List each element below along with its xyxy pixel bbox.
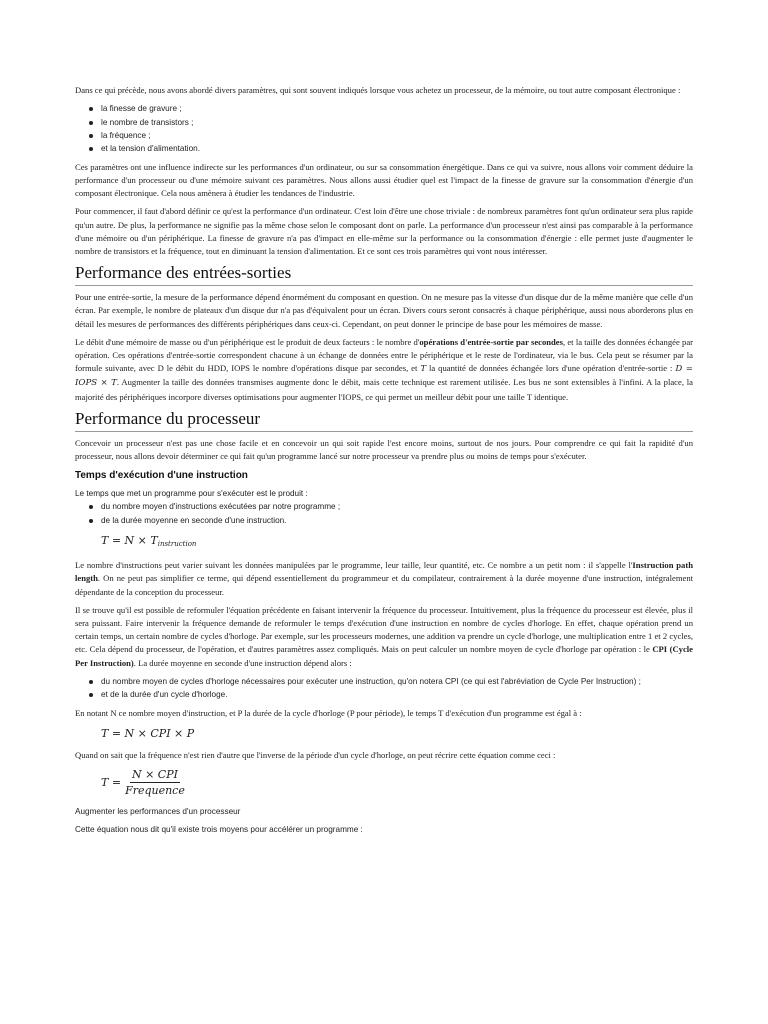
paragraph: Pour commencer, il faut d'abord définir ce qu'est la performance d'un ordinateur. C'est loin d'être une chose triviale : de nombreux paramètres font qu'un ordinateur sera plus rapide qu'un autre. De plus, la performance ne signifie pas la même chose selon le composant dont on parle. La performance d'un processeur n'est ainsi pas comparable à la performance d'une mémoire ou d'un périphérique. La finesse de gravure n'a pas d'impact en elle-même sur la performance ou la consommation d'énergie : elle permet juste d'augmenter le nombre de transistors et la fréquence, tout en diminuant la tension d'alimentation. Et ce sont ces trois paramètres qui vont nous intéresser. <box>75 206 693 257</box>
formula-subscript: instruction <box>157 540 197 549</box>
list-item: le nombre de transistors ; <box>101 116 693 129</box>
formula-text: T = N × T <box>101 534 158 548</box>
list-item: du nombre moyen de cycles d'horloge nécessaires pour exécuter une instruction, qu'on notera CPI (ce qui est l'abréviation de Cycle Per Instruction) ; <box>101 675 693 688</box>
text-run: . On ne peut pas simplifier ce terme, qui dépend essentiellement du programmeur et du compilateur, contrairement à la durée moyenne d'une instruction, intégralement dépendante de la conception du processeur. <box>75 573 693 597</box>
math-symbol: T <box>420 364 427 375</box>
paragraph: Cette équation nous dit qu'il existe trois moyens pour accélérer un programme : <box>75 824 363 834</box>
fraction <box>125 768 185 797</box>
text-run: Le débit d'une mémoire de masse ou d'un périphérique est le produit de deux facteurs : le nombre d' <box>75 336 420 347</box>
section-title-cpu: Performance du processeur <box>75 409 693 432</box>
paragraph: Ces paramètres ont une influence indirecte sur les performances d'un ordinateur, ou sur sa consommation énergétique. Dans ce qui va suivre, nous allons voir comment déduire la performance d'un processeur ou d'une mémoire suivant ces paramètres. Nous allons aussi étudier quel est l'impact de la finesse de gravure sur la consommation d'énergie d'un composant électronique. Cela nous amènera à étudier les tendances de l'industrie. <box>75 161 693 199</box>
list-item: de la durée moyenne en seconde d'une instruction. <box>101 514 693 527</box>
paragraph: En notant N ce nombre moyen d'instruction, et P la durée de la cycle d'horloge (P pour période), le temps T d'exécution d'un programme est égal à : <box>75 707 582 718</box>
document-page <box>75 84 693 836</box>
paragraph-heading: Augmenter les performances d'un processeur <box>75 806 241 816</box>
paragraph: Quand on sait que la fréquence n'est rien d'autre que l'inverse de la période d'un cycle d'horloge, on peut récrire cette équation comme ceci : <box>75 749 556 760</box>
paragraph: Le temps que met un programme pour s'exécuter est le produit : <box>75 489 308 499</box>
fraction-numerator: N × CPI <box>131 767 178 781</box>
formula-time-cpi: T = N × CPI × P <box>101 726 195 740</box>
list-item: et de la durée d'un cycle d'horloge. <box>101 688 693 701</box>
text-run: . La durée moyenne en seconde d'une instruction dépend alors : <box>133 657 352 668</box>
paragraph <box>75 604 693 670</box>
text-run: . Augmenter la taille des données transmises augmente donc le débit, mais cette technique est rarement utilisée. Les bus ne sont extensibles à l'infini. A la place, la majorité des périphériques incorpore diverses optimisations pour augmenter l'IOPS, ce qui permet un meilleur débit pour une taille T identique. <box>75 377 693 402</box>
formula-time-instruction <box>101 532 693 553</box>
list-item: la fréquence ; <box>101 129 693 142</box>
text-run: Il se trouve qu'il est possible de reformuler l'équation précédente en faisant intervenir la fréquence du processeur. Intuitivement, plus la fréquence du processeur est élevée, plus il sera puissant. Faire intervenir la fréquence demande de reformuler le temps d'exécution d'une instruction en nombre de cycles d'horloge. En effet, chaque opération prend un certain temps, un certain nombre de cycles d'horloge. Par exemple, sur les processeurs modernes, une addition va prendre un cycle d'horloge, une multiplication entre 1 et 2 cycles, etc. Cela dépend du processeur, de l'opération, et d'autres paramètres assez compliqués. Mais on peut calculer un nombre moyen de cycle d'horloge par opération : le <box>75 604 693 655</box>
intro-paragraph: Dans ce qui précède, nous avons abordé divers paramètres, qui sont souvent indiqués lorsque vous achetez un processeur, de la mémoire, ou tout autre composant électronique : <box>75 85 681 95</box>
list-item: la finesse de gravure ; <box>101 102 693 115</box>
paragraph <box>75 336 693 404</box>
emphasis-text: opérations d'entrée-sortie par secondes <box>419 336 563 347</box>
formula-lhs: T = <box>101 775 122 789</box>
fraction-denominator: Frequence <box>125 783 185 797</box>
subsection-title: Temps d'exécution d'une instruction <box>75 470 248 482</box>
cpi-list <box>75 675 693 702</box>
list-item: du nombre moyen d'instructions exécutées par notre programme ; <box>101 500 693 513</box>
inline-formula: D = IOPS × T <box>75 364 693 389</box>
text-run: Le nombre d'instructions peut varier suivant les données manipulées par le programme, leur taille, leur quantité, etc. Ce nombre a un petit nom : il s'appelle l' <box>75 560 633 571</box>
factor-list <box>75 500 693 527</box>
paragraph <box>75 559 693 599</box>
formula-time-frequency <box>101 768 693 797</box>
section-title-io: Performance des entrées-sorties <box>75 263 693 286</box>
list-item: et la tension d'alimentation. <box>101 142 693 155</box>
emphasis-text: Instruction path length <box>75 560 693 584</box>
paragraph: Pour une entrée-sortie, la mesure de la performance dépend énormément du composant en question. On ne mesure pas la vitesse d'un disque dur de la même manière que celle d'un écran. Par exemple, le nombre de plateaux d'un disque dur n'a pas d'équivalent pour un écran. Divers cours seront consacrés à chaque périphérique, aussi nous aborderons plus en détail les mesures de performances des différents périphériques dans ceux-ci. Cependant, on peut donner le principe de base pour les mémoires de masse. <box>75 292 693 329</box>
text-run: la quantité de données échangée lors d'une opération d'entrée-sortie : <box>426 363 676 374</box>
parameter-list <box>75 102 693 156</box>
emphasis-text: CPI (Cycle Per Instruction) <box>75 644 693 668</box>
paragraph: Concevoir un processeur n'est pas une chose facile et en concevoir un qui soit rapide l'est encore moins, surtout de nos jours. Pour comprendre ce qui fait la rapidité d'un processeur, nous allons devoir déterminer ce qui fait qu'un programme lancé sur notre processeur va prendre plus ou moins de temps pour s'exécuter. <box>75 437 693 462</box>
text-run: , et la taille des données échangée par opération. Ces opérations d'entrée-sortie correspondent chacune à un échange de données entre le périphérique et le reste de l'ordinateur, via le bus. Cela peut se résumer par la formule suivante, avec D le débit du HDD, IOPS le nombre d'opérations disque par secondes, et <box>75 336 693 374</box>
